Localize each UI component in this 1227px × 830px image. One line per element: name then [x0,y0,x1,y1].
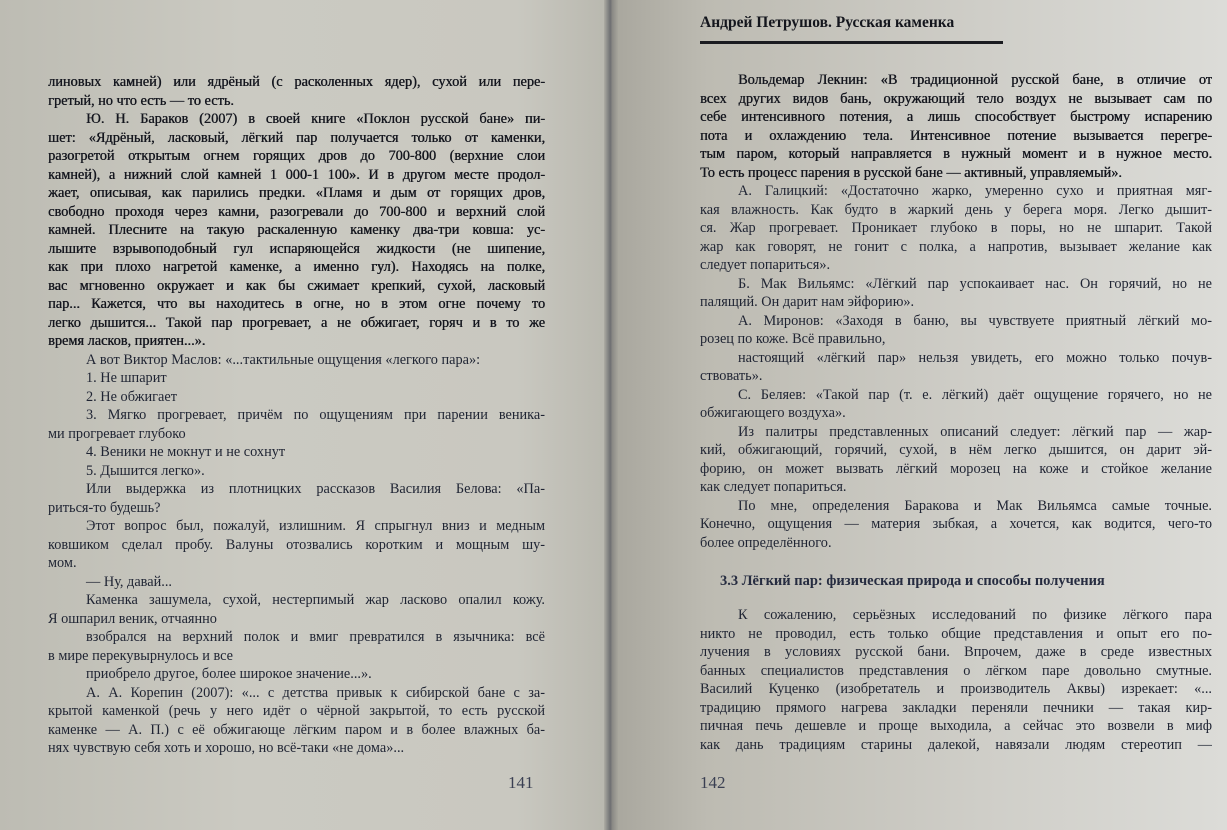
left-page [0,0,608,830]
text-line: камней), а нижний слой камней 1 000-1 100». И в другом месте продол- [48,166,545,183]
text-line: Б. Мак Вильямс: «Лёгкий пар успокаивает нас. Он горячий, но не [738,275,1212,292]
text-line: традицию прямого нагрева закладки переняли печники — такая кир- [700,699,1212,716]
text-line: линовых камней) или ядрёный (с расколенных ядер), сухой или пере- [48,74,545,90]
text-line: 4. Веники не мокнут и не сохнут [86,444,286,460]
text-line: лучения в условиях русской бани. Впрочем, даже в среде известных [700,644,1212,660]
text-line: Или выдержка из плотницких рассказов Василия Белова: «Па- [86,481,545,497]
text-line: свободно проходя через камни, разогревали до 700-800 и верхний слой [48,203,545,220]
text-line: 5. Дышится легко». [86,462,205,479]
text-line: каменке — А. П.) с её обжигающе лёгким паром и в более влажных ба- [48,721,545,738]
text-line: банных специалистов представления о лёгком паре довольно смутные. [700,662,1212,679]
text-line: ми прогревает глубоко [48,425,186,442]
book-gutter [604,0,618,830]
text-line: мом. [48,555,77,571]
text-line: 2. Не обжигает [86,388,177,405]
text-line: К сожалению, серьёзных исследований по физике лёгкого пара [738,607,1212,623]
page-number: 141 [508,773,534,792]
text-line: время ласков, приятен...». [48,333,206,349]
text-line: жает, описывая, как парились предки. «Пламя и дым от горящих дров, [48,185,545,201]
text-line: Каменка зашумела, сухой, нестерпимый жар ласково опалил кожу. [86,592,545,608]
text-line: более определённого. [700,534,832,551]
text-line: пота и охлаждению тела. Интенсивное потение вызывается перегре- [700,127,1212,144]
text-line: следует попариться». [700,257,831,273]
text-line: как при плохо нагретой каменке, а именно гул). Находясь на полке, [48,259,545,275]
text-line: приобрело другое, более широкое значение...». [86,666,372,682]
text-line: пичная печь дешевле и проще выходила, а сейчас это возвели в миф [700,718,1212,734]
text-line: легко дышится... Такой пар прогревает, а не обжигает, горяч и в то же [48,314,545,331]
text-line: как дань традициям старины далекой, навязали людям стереотип — [700,736,1212,753]
text-line: То есть процесс парения в русской бане — активный, управляемый». [700,164,1122,181]
text-line: взобрался на верхний полок и вмиг превратился в язычника: всё [86,629,545,645]
text-line: крытой каменкой (речь у него идёт о чёрной закрытой, то есть русской [48,703,545,719]
text-line: гретый, но что есть — то есть. [48,92,234,109]
text-line: А. Миронов: «Заходя в баню, вы чувствуете приятный лёгкий мо- [738,312,1212,329]
text-line: риться-то будешь? [48,499,161,516]
text-line: камней. Плесните на такую раскаленную каменку два-три ковша: ус- [48,222,545,238]
right-page [616,0,1227,830]
text-line: шет: «Ядрёный, ласковый, лёгкий пар получается только от каменки, [48,129,545,146]
text-line: всех других видов бань, окружающий тело воздух не вызывает сам по [700,90,1212,107]
text-line: тым паром, который направляется в нужный момент и в нужное место. [700,146,1212,162]
text-line: пар... Кажется, что вы находитесь в огне, но в этом огне почему то [48,296,545,312]
running-head: Андрей Петрушов. Русская каменка [700,14,955,31]
text-line: себе интенсивного потения, а лишь способствует быстрому испарению [700,109,1212,125]
text-line: как следует попариться. [700,479,847,495]
text-line: Я ошпарил веник, отчаянно [48,610,217,627]
text-line: С. Беляев: «Такой пар (т. е. лёгкий) даёт ощущение горячего, но не [738,386,1212,403]
text-line: обжигающего воздуха». [700,405,846,421]
section-heading: 3.3 Лёгкий пар: физическая природа и способы получения [720,573,1105,589]
text-line: По мне, определения Баракова и Мак Вильямса самые точные. [738,497,1212,514]
text-line: ся. Жар прогревает. Проникает глубоко в поры, но не шпарит. Такой [700,220,1212,236]
text-line: разогретой открытым огнем горящих дров до 700-800 (верхние слои [48,148,545,164]
text-line: лышите взрывоподобный гул испаряющейся жидкости (не шипение, [48,240,545,257]
text-line: форию, он может вызвать лёгкий морозец на коже и стойкое желание [700,460,1212,477]
right-page-text [700,71,1212,552]
text-line: розец по коже. Всё правильно, [700,331,886,347]
text-line: ковшиком сделал пробу. Валуны отозвались коротким и мощным шу- [48,536,545,553]
text-line: А. А. Корепин (2007): «... с детства привык к сибирской бане с за- [86,684,545,701]
text-line: кая влажность. Как будто в жаркий день у берега моря. Легко дышит- [700,201,1212,218]
section-text [700,606,1212,754]
text-line: 3. Мягко прогревает, причём по ощущениям при парении веника- [86,407,545,423]
text-line: жар как говорят, не гонит с полка, а напротив, вызывает желание как [700,238,1212,255]
text-line: нях чувствую себя хоть и хорошо, но всё-таки «не дома»... [48,740,405,756]
text-line: настоящий «лёгкий пар» нельзя увидеть, его можно только почув- [738,349,1212,366]
text-line: Василий Куценко (изобретатель и производитель Аквы) изрекает: «... [700,681,1212,697]
left-page-text [48,73,545,758]
text-line: палящий. Он дарит нам эйфорию». [700,294,915,310]
text-line: ствовать». [700,368,763,384]
text-line: в мире перекувырнулось и все [48,647,233,664]
text-line: Конечно, ощущения — материя зыбкая, а хочется, как водится, чего-то [700,516,1212,532]
text-line: кий, обжигающий, горячий, сухой, в нём легко дышится, он дарит эй- [700,442,1212,458]
text-line: Ю. Н. Бараков (2007) в своей книге «Поклон русской бане» пи- [86,111,545,127]
text-line: А. Галицкий: «Достаточно жарко, умеренно сухо и приятная мяг- [738,183,1212,199]
header-rule [700,41,1003,44]
text-line: Из палитры представленных описаний следует: лёгкий пар — жар- [738,423,1212,440]
text-line: А вот Виктор Маслов: «...тактильные ощущения «легкого пара»: [86,351,481,368]
text-line: вас мгновенно окружает и как бы сжимает крепкий, сухой, ласковый [48,277,545,294]
text-line: 1. Не шпарит [86,370,167,386]
text-line: никто не проводил, есть только общие представления и опыт его по- [700,625,1212,642]
text-line: — Ну, давай... [86,573,172,590]
page-number: 142 [700,773,726,792]
text-line: Этот вопрос был, пожалуй, излишним. Я спрыгнул вниз и медным [86,518,545,534]
text-line: Вольдемар Лекнин: «В традиционной русской бане, в отличие от [738,72,1212,88]
